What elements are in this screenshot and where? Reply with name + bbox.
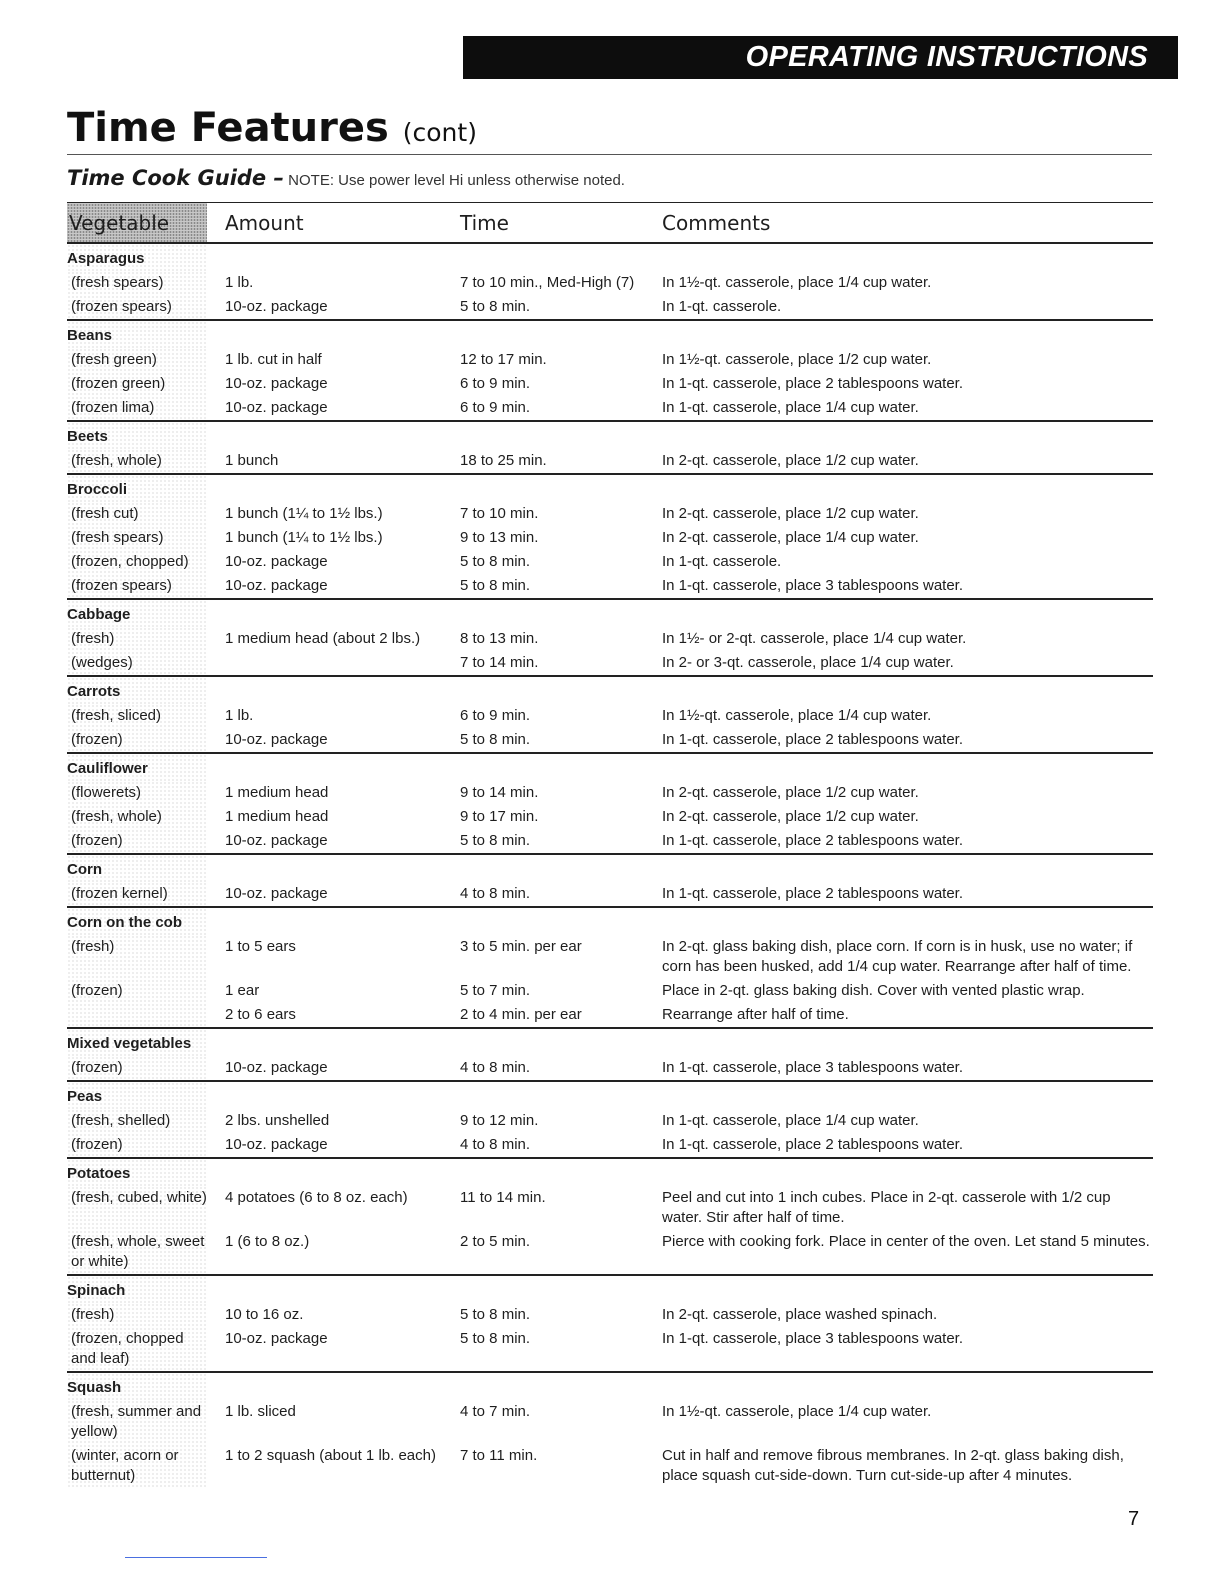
table-row [67,829,1153,854]
amount-cell: 1 lb. [225,274,254,291]
time-cell: 9 to 13 min. [460,529,539,546]
vegetable-variety: (frozen lima) [67,396,207,421]
comment-cell: Pierce with cooking fork. Place in center of the oven. Let stand 5 minutes. [662,1233,1150,1250]
table-row [67,348,1153,372]
table-row [67,935,1153,979]
comment-cell: In 2-qt. casserole, place 1/2 cup water. [662,784,919,801]
guide-subtitle [67,166,625,190]
comment-cell: In 2-qt. casserole, place washed spinach. [662,1306,938,1323]
amount-cell: 1 lb. [225,707,254,724]
table-row [67,1400,1153,1444]
time-cell: 12 to 17 min. [460,351,547,368]
amount-cell: 1 bunch (1¼ to 1½ lbs.) [225,505,383,522]
group-spacer-cell [442,1028,644,1056]
vegetable-group-row [67,1081,1153,1109]
group-spacer-cell [442,1372,644,1400]
amount-cell: 10-oz. package [225,1136,328,1153]
time-cell: 4 to 8 min. [460,1059,531,1076]
header-time: Time [442,203,644,244]
time-cell: 5 to 7 min. [460,982,531,999]
group-spacer-cell [442,599,644,627]
vegetable-name: Beets [67,421,207,449]
table-row [67,502,1153,526]
group-spacer-cell [644,1028,1153,1056]
vegetable-group-row [67,676,1153,704]
group-spacer-cell [207,1028,442,1056]
comment-cell: In 1-qt. casserole, place 3 tablespoons water. [662,577,964,594]
page-number: 7 [1128,1508,1140,1530]
amount-cell: 10-oz. package [225,399,328,416]
table-row [67,449,1153,474]
amount-cell: 2 lbs. unshelled [225,1112,330,1129]
vegetable-name: Beans [67,320,207,348]
comment-cell: In 1-qt. casserole, place 3 tablespoons water. [662,1330,964,1347]
group-spacer-cell [207,753,442,781]
vegetable-name: Cauliflower [67,753,207,781]
group-spacer-cell [207,1081,442,1109]
amount-cell: 10-oz. package [225,731,328,748]
time-cell: 5 to 8 min. [460,298,531,315]
vegetable-variety: (wedges) [67,651,207,676]
vegetable-group-row [67,1158,1153,1186]
time-cook-table [67,202,1153,1488]
group-spacer-cell [207,854,442,882]
group-spacer-cell [644,243,1153,271]
time-cell: 5 to 8 min. [460,832,531,849]
vegetable-variety: (frozen spears) [67,295,207,320]
table-row [67,627,1153,651]
table-row [67,1303,1153,1327]
group-spacer-cell [442,1158,644,1186]
page-title-suffix: (cont) [402,118,477,147]
vegetable-variety: (frozen, chopped) [67,550,207,574]
comment-cell: In 1-qt. casserole. [662,298,782,315]
vegetable-name: Asparagus [67,243,207,271]
amount-cell: 10-oz. package [225,1330,328,1347]
table-row [67,781,1153,805]
vegetable-group-row [67,1275,1153,1303]
guide-title: Time Cook Guide – [67,166,284,190]
vegetable-group-row [67,1372,1153,1400]
group-spacer-cell [644,753,1153,781]
vegetable-variety: (winter, acorn or butternut) [67,1444,207,1488]
table-row [67,372,1153,396]
time-cell: 2 to 4 min. per ear [460,1006,582,1023]
group-spacer-cell [644,1158,1153,1186]
vegetable-variety: (frozen) [67,1133,207,1158]
amount-cell: 10-oz. package [225,375,328,392]
comment-cell: In 1-qt. casserole, place 1/4 cup water. [662,399,919,416]
vegetable-group-row [67,907,1153,935]
group-spacer-cell [644,599,1153,627]
footer-divider [125,1557,267,1558]
comment-cell: Rearrange after half of time. [662,1006,849,1023]
time-cell: 6 to 9 min. [460,707,531,724]
group-spacer-cell [644,676,1153,704]
time-cell: 9 to 14 min. [460,784,539,801]
time-cell: 18 to 25 min. [460,452,547,469]
table-row [67,979,1153,1003]
amount-cell: 10-oz. package [225,1059,328,1076]
vegetable-variety: (fresh, whole) [67,805,207,829]
group-spacer-cell [644,1275,1153,1303]
vegetable-name: Corn [67,854,207,882]
amount-cell: 4 potatoes (6 to 8 oz. each) [225,1189,408,1206]
vegetable-name: Broccoli [67,474,207,502]
vegetable-variety: (frozen green) [67,372,207,396]
vegetable-variety: (frozen) [67,728,207,753]
table-row [67,1133,1153,1158]
vegetable-variety: (fresh, whole, sweet or white) [67,1230,207,1275]
table-row [67,1186,1153,1230]
amount-cell: 10-oz. package [225,298,328,315]
table-row [67,704,1153,728]
table-row [67,1056,1153,1081]
vegetable-name: Squash [67,1372,207,1400]
group-spacer-cell [207,1158,442,1186]
amount-cell: 1 lb. sliced [225,1403,296,1420]
amount-cell: 1 medium head (about 2 lbs.) [225,630,421,647]
amount-cell: 1 medium head [225,808,329,825]
vegetable-variety: (fresh spears) [67,526,207,550]
vegetable-variety: (frozen) [67,829,207,854]
group-spacer-cell [442,1081,644,1109]
group-spacer-cell [442,753,644,781]
comment-cell: Cut in half and remove fibrous membranes. In 2-qt. glass baking dish, place squash cut-side-down. Turn cut-side-up after 4 minutes. [662,1447,1124,1484]
comment-cell: In 1-qt. casserole, place 2 tablespoons water. [662,375,964,392]
vegetable-name: Mixed vegetables [67,1028,207,1056]
amount-cell: 1 to 5 ears [225,938,296,955]
group-spacer-cell [442,421,644,449]
page-title [67,102,477,159]
group-spacer-cell [207,320,442,348]
vegetable-name: Cabbage [67,599,207,627]
group-spacer-cell [207,907,442,935]
table-row [67,1109,1153,1133]
vegetable-variety: (fresh spears) [67,271,207,295]
table-row [67,550,1153,574]
group-spacer-cell [644,1081,1153,1109]
group-spacer-cell [207,1372,442,1400]
time-cell: 6 to 9 min. [460,375,531,392]
time-cell: 9 to 17 min. [460,808,539,825]
time-cell: 4 to 7 min. [460,1403,531,1420]
table-row [67,295,1153,320]
time-cell: 11 to 14 min. [460,1189,546,1206]
time-cell: 7 to 10 min. [460,505,539,522]
group-spacer-cell [644,421,1153,449]
comment-cell: In 1-qt. casserole, place 1/4 cup water. [662,1112,919,1129]
time-cell: 5 to 8 min. [460,731,531,748]
time-cell: 7 to 10 min., Med-High (7) [460,274,635,291]
vegetable-group-row [67,320,1153,348]
table-body [67,243,1153,1488]
group-spacer-cell [442,243,644,271]
time-cell: 7 to 11 min. [460,1447,538,1464]
comment-cell: In 1-qt. casserole, place 2 tablespoons water. [662,832,964,849]
table-row [67,651,1153,676]
table-row [67,396,1153,421]
group-spacer-cell [644,474,1153,502]
comment-cell: In 1½- or 2-qt. casserole, place 1/4 cup water. [662,630,967,647]
time-cell: 5 to 8 min. [460,1330,531,1347]
group-spacer-cell [644,1372,1153,1400]
comment-cell: In 2-qt. casserole, place 1/2 cup water. [662,452,919,469]
comment-cell: In 1½-qt. casserole, place 1/4 cup water. [662,274,932,291]
comment-cell: In 1½-qt. casserole, place 1/4 cup water. [662,707,932,724]
vegetable-variety: (fresh, cubed, white) [67,1186,207,1230]
group-spacer-cell [207,243,442,271]
table-row [67,1444,1153,1488]
comment-cell: In 1½-qt. casserole, place 1/4 cup water. [662,1403,932,1420]
comment-cell: Place in 2-qt. glass baking dish. Cover with vented plastic wrap. [662,982,1085,999]
comment-cell: In 1-qt. casserole, place 2 tablespoons water. [662,1136,964,1153]
comment-cell: In 2- or 3-qt. casserole, place 1/4 cup water. [662,654,954,671]
group-spacer-cell [207,676,442,704]
comment-cell: In 2-qt. glass baking dish, place corn. If corn is in husk, use no water; if corn has been husked, add 1/4 cup water. Rearrange after half of time. [662,938,1133,975]
comment-cell: Peel and cut into 1 inch cubes. Place in 2-qt. casserole with 1/2 cup water. Stir after half of time. [662,1189,1111,1226]
group-spacer-cell [207,421,442,449]
group-spacer-cell [442,907,644,935]
time-cell: 4 to 8 min. [460,885,531,902]
group-spacer-cell [207,1275,442,1303]
table-row [67,1003,1153,1028]
comment-cell: In 1-qt. casserole. [662,553,782,570]
comment-cell: In 2-qt. casserole, place 1/2 cup water. [662,505,919,522]
vegetable-variety: (fresh green) [67,348,207,372]
group-spacer-cell [442,320,644,348]
comment-cell: In 2-qt. casserole, place 1/4 cup water. [662,529,919,546]
group-spacer-cell [442,1275,644,1303]
amount-cell: 1 medium head [225,784,329,801]
amount-cell: 2 to 6 ears [225,1006,296,1023]
vegetable-name: Potatoes [67,1158,207,1186]
vegetable-group-row [67,753,1153,781]
section-banner: OPERATING INSTRUCTIONS [463,36,1178,79]
time-cell: 6 to 9 min. [460,399,531,416]
vegetable-variety: (flowerets) [67,781,207,805]
vegetable-group-row [67,1028,1153,1056]
vegetable-variety: (fresh, sliced) [67,704,207,728]
amount-cell: 10-oz. package [225,553,328,570]
amount-cell: 1 bunch [225,452,279,469]
header-vegetable: Vegetable [67,203,207,244]
comment-cell: In 1-qt. casserole, place 3 tablespoons water. [662,1059,964,1076]
vegetable-variety: (frozen, chopped and leaf) [67,1327,207,1372]
amount-cell: 1 lb. cut in half [225,351,322,368]
table-row [67,728,1153,753]
amount-cell: 10-oz. package [225,885,328,902]
time-cell: 2 to 5 min. [460,1233,531,1250]
comment-cell: In 2-qt. casserole, place 1/2 cup water. [662,808,919,825]
time-cell: 5 to 8 min. [460,577,531,594]
amount-cell: 1 (6 to 8 oz.) [225,1233,310,1250]
guide-note: NOTE: Use power level Hi unless otherwise noted. [283,172,625,189]
group-spacer-cell [644,907,1153,935]
time-cell: 9 to 12 min. [460,1112,539,1129]
vegetable-name: Corn on the cob [67,907,207,935]
vegetable-group-row [67,599,1153,627]
table-row [67,271,1153,295]
vegetable-variety: (frozen spears) [67,574,207,599]
table-header-row [67,203,1153,244]
table-row [67,805,1153,829]
vegetable-variety: (fresh, whole) [67,449,207,474]
vegetable-variety: (fresh, summer and yellow) [67,1400,207,1444]
time-cell: 5 to 8 min. [460,1306,531,1323]
time-cell: 3 to 5 min. per ear [460,938,582,955]
title-rule [67,154,1152,155]
table-row [67,526,1153,550]
vegetable-variety: (frozen) [67,979,207,1003]
vegetable-group-row [67,421,1153,449]
group-spacer-cell [207,474,442,502]
vegetable-variety: (fresh) [67,627,207,651]
vegetable-name: Carrots [67,676,207,704]
time-cell: 5 to 8 min. [460,553,531,570]
vegetable-group-row [67,854,1153,882]
header-amount: Amount [207,203,442,244]
time-cell: 7 to 14 min. [460,654,539,671]
comment-cell: In 1½-qt. casserole, place 1/2 cup water. [662,351,932,368]
group-spacer-cell [207,599,442,627]
amount-cell: 10-oz. package [225,577,328,594]
vegetable-variety: (fresh, shelled) [67,1109,207,1133]
group-spacer-cell [442,854,644,882]
table-row [67,882,1153,907]
vegetable-group-row [67,474,1153,502]
comment-cell: In 1-qt. casserole, place 2 tablespoons water. [662,885,964,902]
time-cell: 8 to 13 min. [460,630,539,647]
vegetable-group-row [67,243,1153,271]
vegetable-variety: (frozen) [67,1056,207,1081]
time-cell: 4 to 8 min. [460,1136,531,1153]
group-spacer-cell [442,676,644,704]
table-row [67,1230,1153,1275]
vegetable-variety [67,1003,207,1028]
comment-cell: In 1-qt. casserole, place 2 tablespoons water. [662,731,964,748]
amount-cell: 1 to 2 squash (about 1 lb. each) [225,1447,436,1464]
vegetable-name: Peas [67,1081,207,1109]
vegetable-name: Spinach [67,1275,207,1303]
table-row [67,574,1153,599]
amount-cell: 1 bunch (1¼ to 1½ lbs.) [225,529,383,546]
vegetable-variety: (fresh) [67,1303,207,1327]
group-spacer-cell [644,320,1153,348]
vegetable-variety: (fresh) [67,935,207,979]
page-title-text: Time Features [67,105,389,151]
amount-cell: 1 ear [225,982,260,999]
amount-cell: 10 to 16 oz. [225,1306,304,1323]
vegetable-variety: (frozen kernel) [67,882,207,907]
vegetable-variety: (fresh cut) [67,502,207,526]
group-spacer-cell [644,854,1153,882]
amount-cell [207,651,442,676]
group-spacer-cell [442,474,644,502]
header-comments: Comments [644,203,1153,244]
amount-cell: 10-oz. package [225,832,328,849]
table-row [67,1327,1153,1372]
